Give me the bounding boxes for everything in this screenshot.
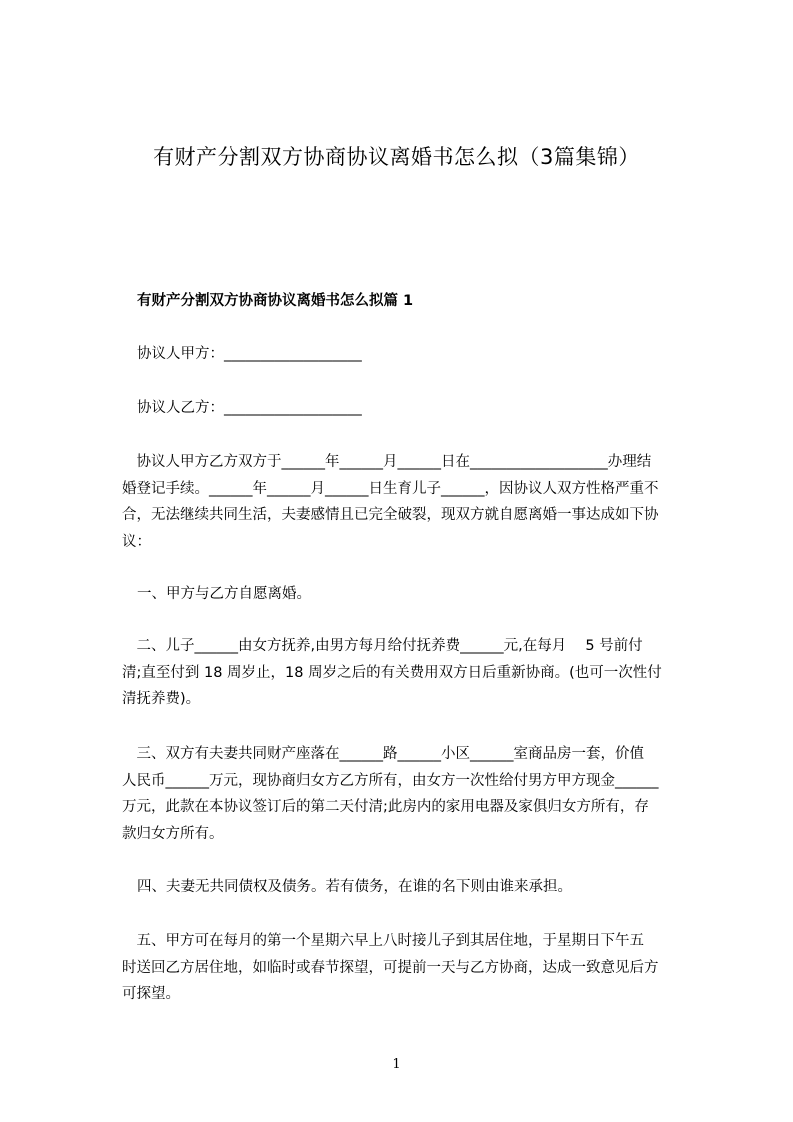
document-title: 有财产分割双方协商协议离婚书怎么拟（3篇集锦） bbox=[153, 145, 640, 169]
intro-line: 婚登记手续。______年______月______日生育儿子______，因协议人双方性格严重不 bbox=[122, 480, 659, 497]
clause-3-line: 万元，此款在本协议签订后的第二天付清;此房内的家用电器及家俱归女方所有，存 bbox=[122, 799, 649, 815]
clause-2-line: 清抚养费)。 bbox=[122, 691, 201, 707]
clause-3-paragraph bbox=[122, 741, 712, 847]
clause-3-line: 人民币______万元，现协商归女方乙方所有，由女方一次性给付男方甲方现金______ bbox=[122, 772, 659, 789]
clause-3-line: 三、双方有夫妻共同财产座落在______路______小区______室商品房一套，价值 bbox=[122, 746, 644, 762]
intro-paragraph bbox=[122, 449, 712, 555]
clause-4: 四、夫妻无共同债权及债务。若有债务，在谁的名下则由谁来承担。 bbox=[137, 879, 572, 895]
clause-5-paragraph bbox=[122, 928, 712, 1008]
page-number: 1 bbox=[392, 1057, 401, 1072]
section-title: 有财产分割双方协商协议离婚书怎么拟篇 1 bbox=[137, 293, 414, 309]
clause-2-line: 二、儿子______由女方抚养,由男方每月给付抚养费______元,在每月 5 号前付 bbox=[122, 638, 643, 654]
clause-2-line: 清;直至付到 18 周岁止，18 周岁之后的有关费用双方日后重新协商。(也可一次性付 bbox=[122, 664, 662, 681]
clause-5-line: 可探望。 bbox=[122, 986, 180, 1002]
clause-5-line: 五、甲方可在每月的第一个星期六早上八时接儿子到其居住地，于星期日下午五 bbox=[122, 933, 644, 949]
party-a-line: 协议人甲方：___________________ bbox=[137, 346, 362, 362]
intro-line: 协议人甲方乙方双方于______年______月______日在___________________办理结 bbox=[122, 454, 652, 470]
intro-line: 议： bbox=[122, 533, 151, 550]
intro-line: 合，无法继续共同生活，夫妻感情且已完全破裂，现双方就自愿离婚一事达成如下协 bbox=[122, 507, 659, 523]
clause-3-line: 款归女方所有。 bbox=[122, 825, 224, 842]
clause-1: 一、甲方与乙方自愿离婚。 bbox=[137, 586, 311, 602]
clause-5-line: 时送回乙方居住地，如临时或春节探望，可提前一天与乙方协商，达成一致意见后方 bbox=[122, 959, 659, 976]
party-b-line: 协议人乙方：___________________ bbox=[137, 400, 362, 416]
clause-2-paragraph bbox=[122, 633, 712, 713]
